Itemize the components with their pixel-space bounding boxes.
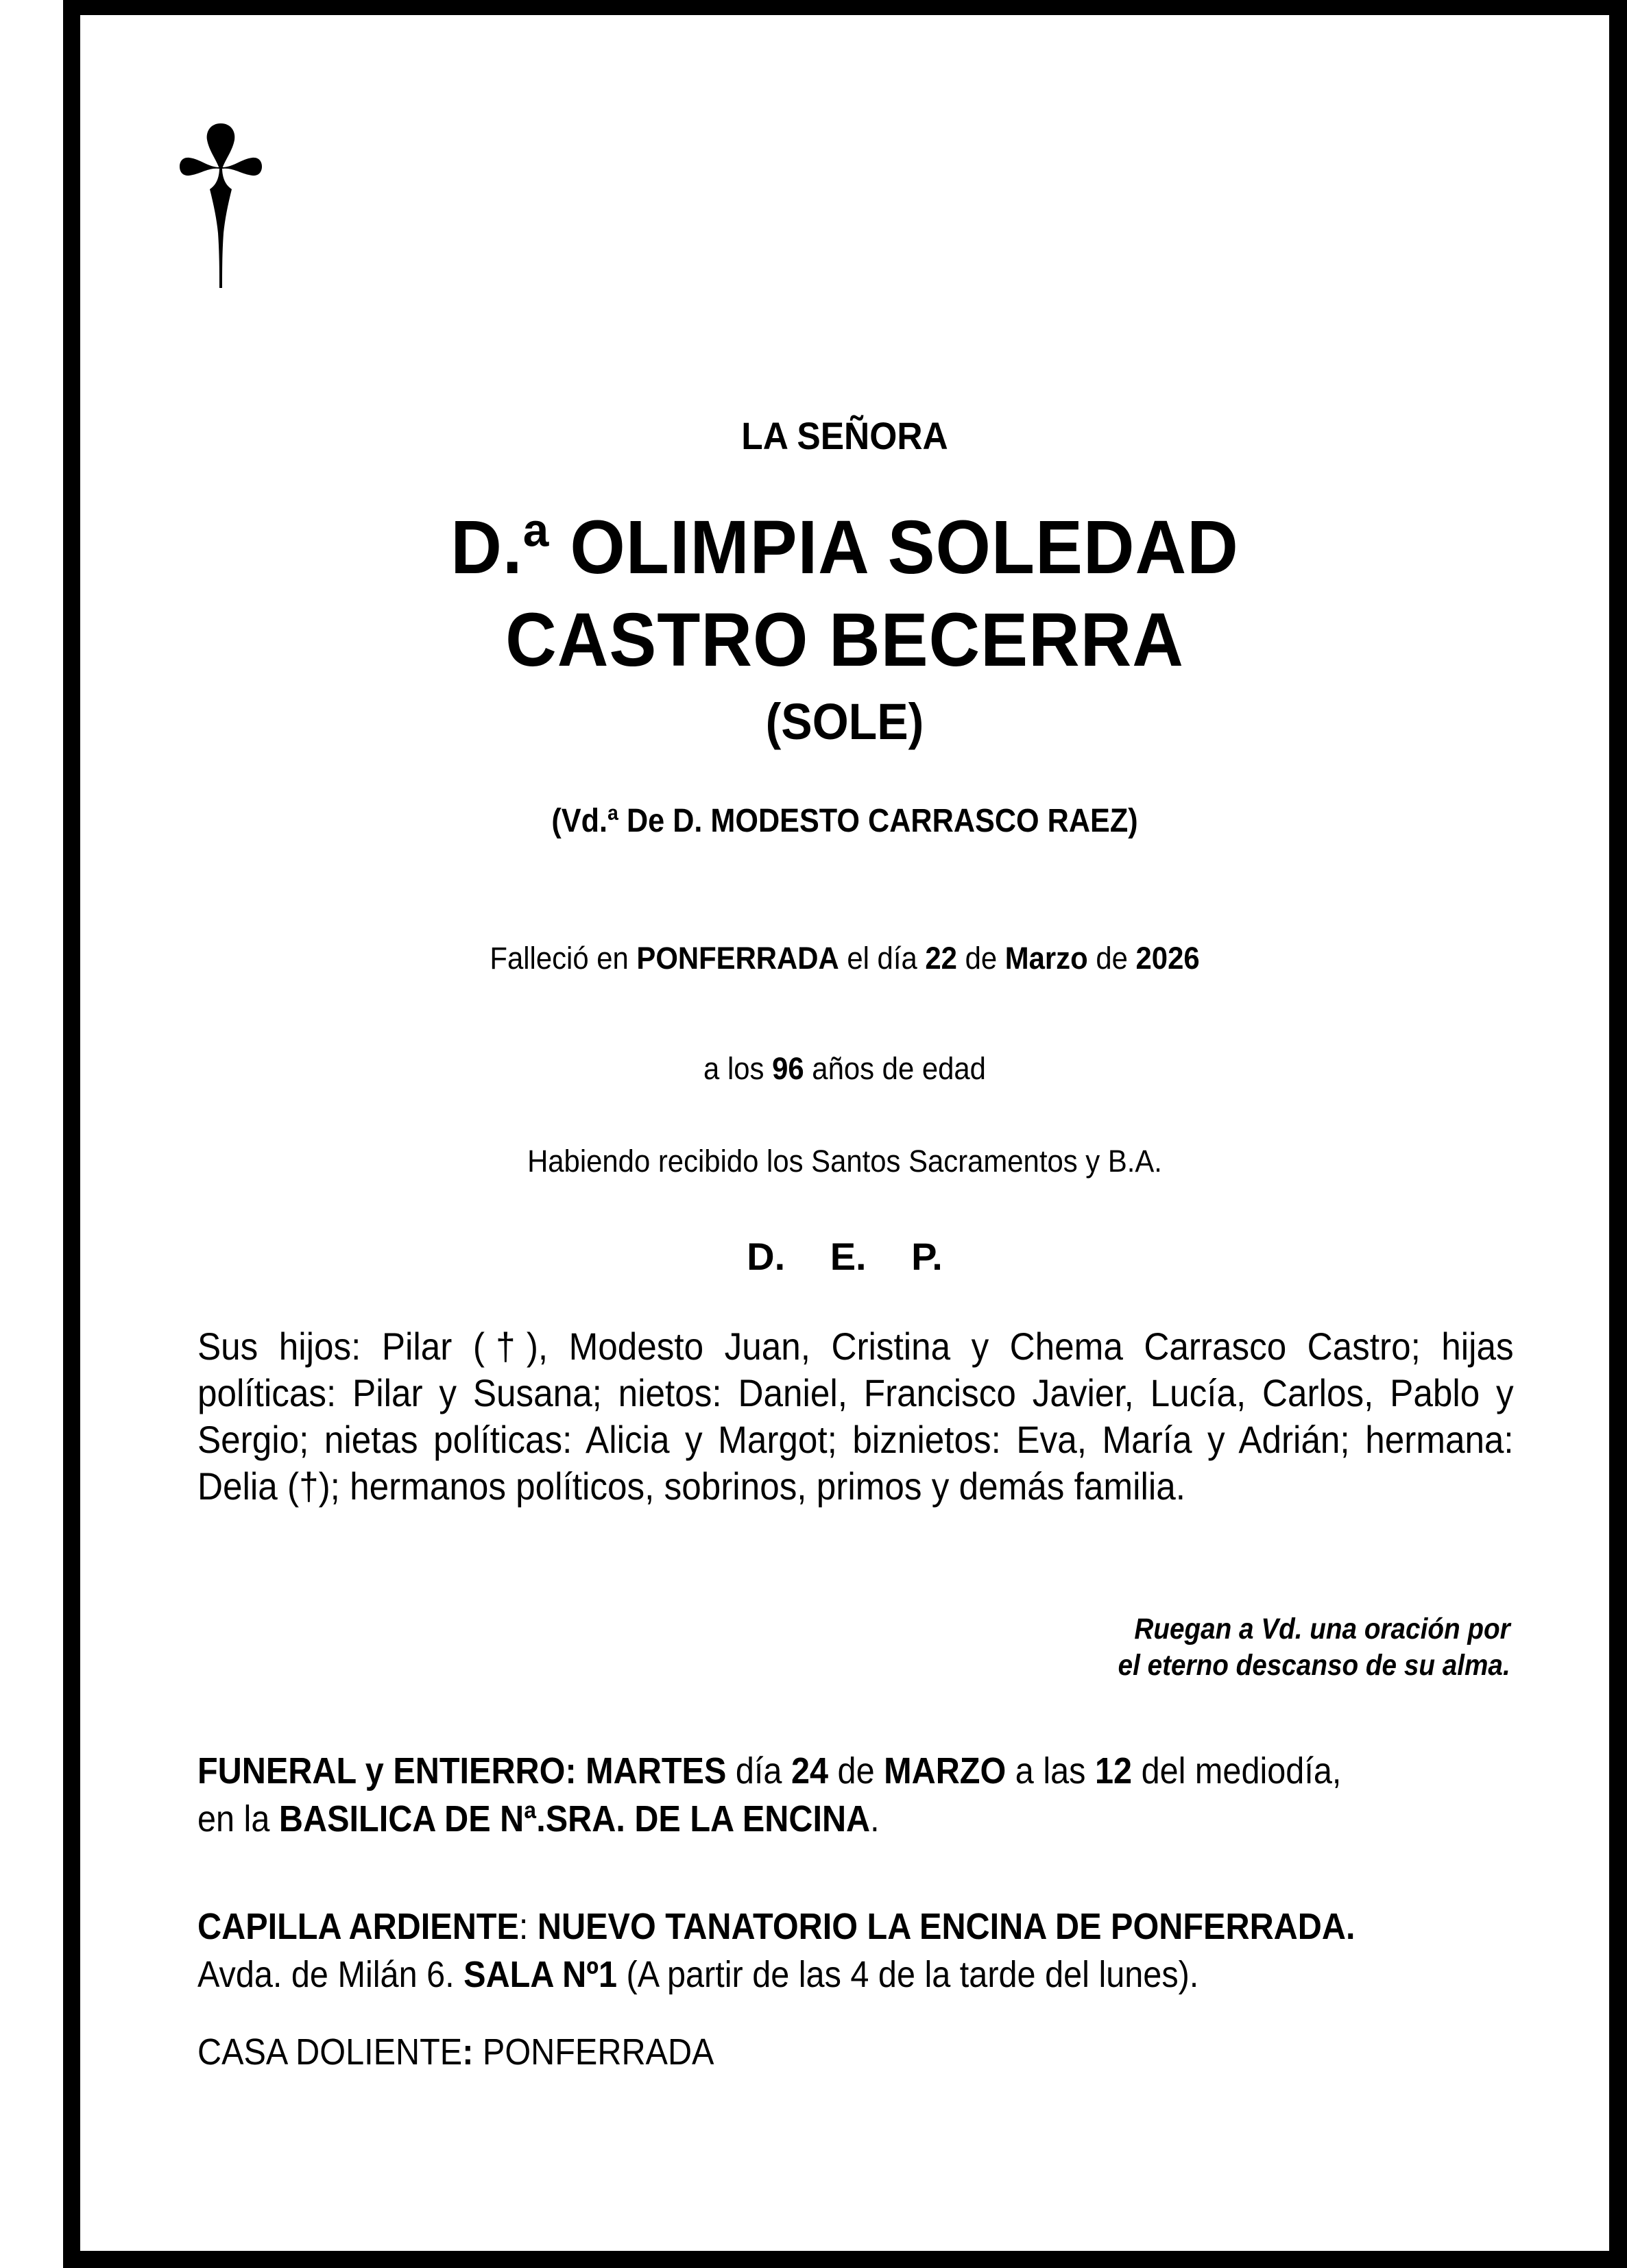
family-list: Sus hijos: Pilar (†), Modesto Juan, Cristina y Chema Carrasco Castro; hijas políticas: Pilar y Susana; nietos: Daniel, Francisco Javier, Lucía, Carlos, Pablo y Sergio; nietas políticas: Alicia y Margot; biznietos: Eva, María y Adrián; hermana: Delia (†); hermanos políticos, sobrinos, primos y demás familia. — [197, 1325, 1514, 1508]
deceased-nickname: (SOLE) — [765, 693, 924, 750]
chapel-schedule: (A partir de las 4 de la tarde del lunes). — [626, 1954, 1199, 1995]
chapel-address: Avda. de Milán 6. — [197, 1954, 455, 1995]
death-info — [134, 941, 1556, 976]
death-year: 2026 — [1135, 941, 1200, 976]
frame-border-right — [1609, 0, 1627, 2268]
mourning-house-place: PONFERRADA — [482, 2031, 714, 2073]
mourning-house-label: CASA DOLIENTE — [197, 2031, 463, 2073]
age-years: 96 — [772, 1051, 804, 1086]
funeral-place-prefix: en la — [197, 1798, 270, 1839]
mourning-house-colon: : — [462, 2031, 474, 2073]
frame-border-top — [63, 0, 1627, 15]
death-place: PONFERRADA — [636, 941, 839, 976]
death-month: Marzo — [1004, 941, 1088, 976]
chapel-room: SALA Nº1 — [463, 1954, 618, 1995]
age-suffix: años de edad — [812, 1051, 986, 1086]
deceased-name-line-2: CASTRO BECERRA — [505, 598, 1184, 682]
funeral-month: MARZO — [884, 1750, 1007, 1792]
age-prefix: a los — [703, 1051, 764, 1086]
funeral-time-prefix: a las — [1015, 1750, 1086, 1792]
chapel-venue: NUEVO TANATORIO LA ENCINA DE PONFERRADA. — [537, 1906, 1355, 1947]
death-day-prefix: el día — [847, 941, 917, 976]
death-day: 22 — [925, 941, 957, 976]
deceased-name-line-1: D.ª OLIMPIA SOLEDAD — [450, 505, 1239, 590]
chapel-colon: : — [518, 1906, 529, 1947]
funeral-time: 12 — [1094, 1750, 1133, 1792]
funeral-info — [197, 1747, 1341, 1843]
prayer-request — [1118, 1611, 1510, 1684]
funeral-day: 24 — [791, 1750, 829, 1792]
funeral-time-suffix: del mediodía, — [1141, 1750, 1342, 1792]
funeral-month-prefix: de — [837, 1750, 875, 1792]
frame-border-bottom — [63, 2251, 1627, 2268]
frame-border-left — [63, 0, 80, 2268]
dep-abbreviation: D. E. P. — [747, 1235, 943, 1278]
funeral-weekday: MARTES — [586, 1750, 727, 1792]
age-info — [134, 1051, 1556, 1087]
santiago-cross-icon — [180, 123, 262, 288]
chapel-info — [197, 1903, 1355, 1999]
funeral-label: FUNERAL y ENTIERRO: — [197, 1750, 577, 1792]
widow-of: (Vd.ª De D. MODESTO CARRASCO RAEZ) — [551, 803, 1138, 839]
death-month-prefix: de — [965, 941, 998, 976]
prayer-line-1: Ruegan a Vd. una oración por — [1134, 1613, 1510, 1645]
mourning-house-info — [197, 2028, 714, 2076]
death-prefix: Falleció en — [490, 941, 629, 976]
chapel-label: CAPILLA ARDIENTE — [197, 1906, 519, 1947]
title-la-senora: LA SEÑORA — [741, 414, 948, 457]
funeral-place: BASILICA DE Nª.SRA. DE LA ENCINA — [278, 1798, 871, 1839]
funeral-day-prefix: día — [735, 1750, 782, 1792]
funeral-place-suffix: . — [870, 1798, 880, 1839]
prayer-line-2: el eterno descanso de su alma. — [1118, 1649, 1510, 1682]
death-year-prefix: de — [1096, 941, 1128, 976]
sacraments-note: Habiendo recibido los Santos Sacramentos y B.A. — [527, 1144, 1162, 1179]
